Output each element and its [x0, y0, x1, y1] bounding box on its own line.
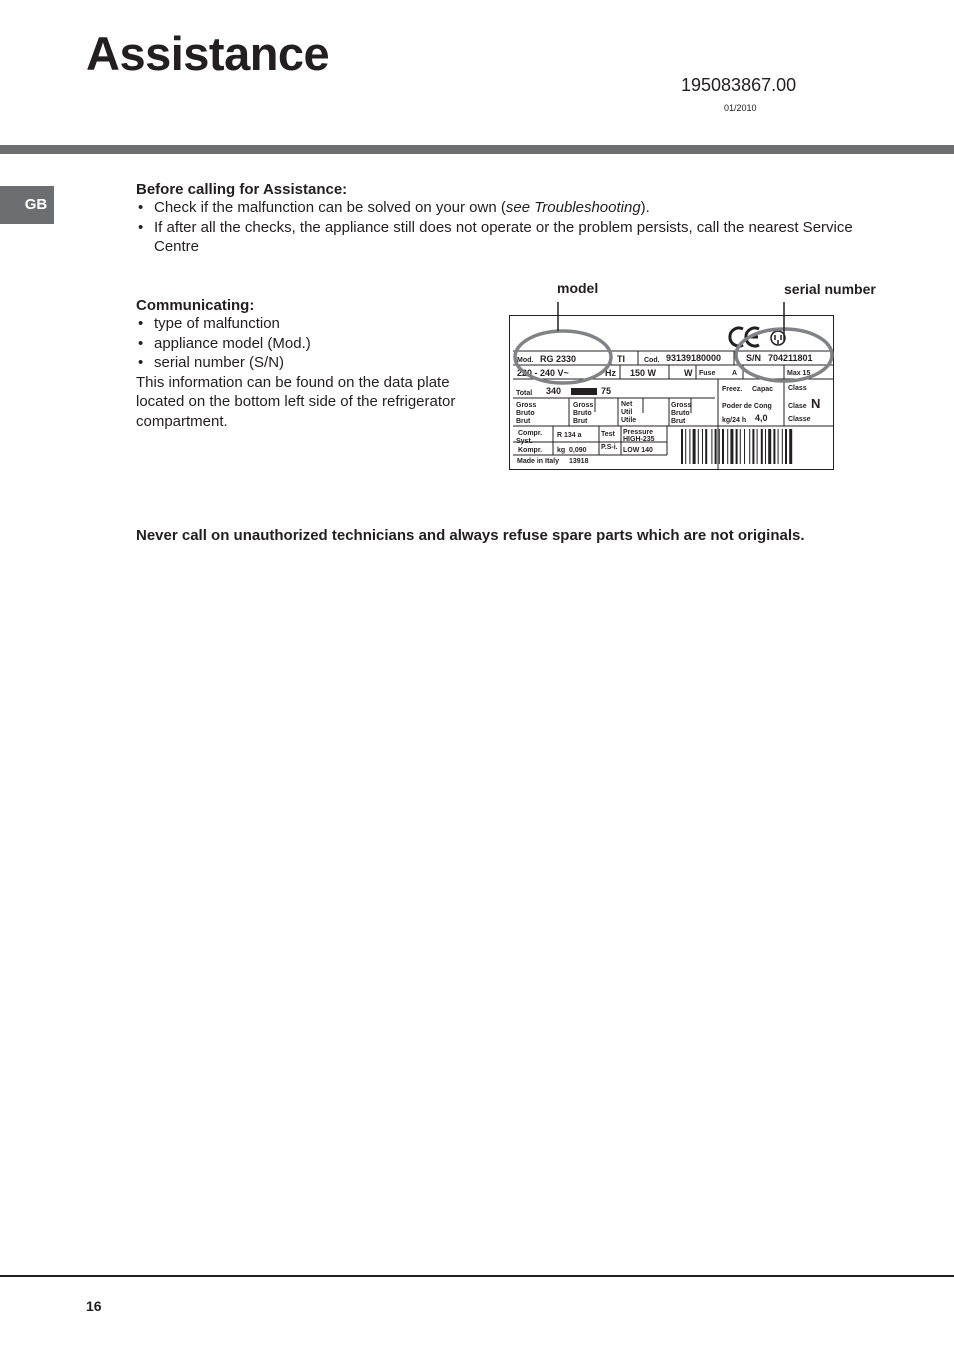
barcode-bar [711, 429, 712, 464]
col3-line1: Net [621, 401, 633, 408]
voltage-value: 220 - 240 V~ [517, 368, 569, 378]
total-label: Total [516, 390, 533, 397]
barcode-bar [773, 429, 775, 464]
poder-label: Poder de Cong [722, 403, 772, 410]
list-item: • serial number (S/N) [136, 353, 456, 373]
barcode-bar [689, 429, 690, 464]
barcode-bar [749, 429, 750, 464]
pressure-high-value: HIGH-235 [623, 436, 655, 443]
barcode-bar [765, 429, 766, 464]
amp-label: A [732, 370, 738, 377]
document-code: 195083867.00 [681, 75, 797, 95]
sn-label: S/N [746, 353, 762, 363]
col2-line1: Gross [573, 402, 594, 409]
test-label: Test [601, 431, 615, 438]
barcode-bar [727, 429, 728, 464]
barcode-bar [768, 429, 771, 464]
list-item: • type of malfunction [136, 314, 456, 334]
psi-label: P.S-i. [601, 444, 618, 451]
barcode-bar [778, 429, 779, 464]
max-value: Max 15 [787, 370, 811, 377]
model-value: RG 2330 [540, 354, 577, 364]
freez-label: Freez. [722, 386, 743, 393]
barcode-bar [730, 429, 733, 464]
barcode-bar [740, 429, 741, 464]
list-item: • appliance model (Mod.) [136, 334, 456, 354]
col3-line2: Util [621, 409, 633, 416]
compr-line2: Syst. [516, 438, 533, 445]
cod-label: Cod. [644, 357, 660, 364]
warning-text: Never call on unauthorized technicians and always refuse spare parts which are not originals. [136, 527, 805, 544]
clase-label: Clase [788, 403, 807, 410]
col1-line2: Bruto [516, 410, 535, 417]
barcode-bar [757, 429, 758, 464]
class-label: Class [788, 385, 807, 392]
made-code-value: 13918 [569, 458, 589, 465]
col2-line3: Brut [573, 418, 588, 425]
barcode-bar [719, 429, 720, 464]
compr-line1: Compr. [518, 430, 543, 437]
climate-class-value: N [811, 396, 821, 411]
barcode-bar [705, 429, 707, 464]
pressure-low-value: LOW 140 [623, 447, 653, 454]
col4-line1: Gross [671, 402, 692, 409]
star-value: 75 [601, 386, 612, 396]
bullet1-text: Check if the malfunction can be solved on your own ( [154, 199, 506, 216]
col3-line3: Utile [621, 417, 637, 424]
before-calling-section [136, 181, 896, 257]
communicating-heading: Communicating: [136, 297, 255, 314]
barcode-bar [715, 429, 717, 464]
language-tab: GB [0, 186, 54, 224]
page-title: Assistance [86, 27, 330, 80]
refrigerant-value: R 134 a [557, 432, 582, 439]
pressure-label: Pressure [623, 429, 653, 436]
kg24-label: kg/24 h [722, 417, 747, 424]
before-calling-heading: Before calling for Assistance: [136, 181, 348, 198]
barcode-bar [752, 429, 754, 464]
header-divider-bar [0, 145, 954, 154]
col1-line3: Brut [516, 418, 531, 425]
troubleshooting-reference: see Troubleshooting [505, 199, 641, 216]
document-date: 01/2010 [724, 103, 757, 113]
barcode-bar [782, 429, 783, 464]
barcode-bar [722, 429, 724, 464]
barcode-bar [761, 429, 763, 464]
refrigerant-charge-value: 0,090 [569, 447, 587, 454]
barcode-bar [693, 429, 696, 464]
list-item [136, 198, 896, 218]
ti-value: TI [617, 354, 625, 364]
barcode-bar [698, 429, 699, 464]
total-value: 340 [546, 386, 562, 396]
watt-value: 150 W [630, 368, 657, 378]
barcode-bar [681, 429, 683, 464]
barcode-bar [785, 429, 787, 464]
capac-label: Capac [752, 386, 774, 393]
barcode-bar [744, 429, 745, 464]
footer-rule [0, 1275, 954, 1277]
cod-value: 93139180000 [666, 353, 722, 363]
classe-label: Classe [788, 416, 811, 423]
before-calling-list [136, 198, 896, 257]
barcode-bar [789, 429, 792, 464]
fuse-label: Fuse [699, 370, 716, 377]
model-callout-label: model [557, 280, 599, 296]
w-label: W [684, 368, 693, 378]
col4-line3: Brut [671, 418, 686, 425]
data-plate-illustration [505, 300, 840, 475]
star-rating-icon [571, 388, 597, 395]
data-plate-location-text: This information can be found on the data plate located on the bottom left side of the refrigerator compartment. [136, 373, 456, 430]
communicating-section [136, 297, 456, 431]
serial-value: 704211801 [768, 353, 813, 363]
compr-line3: Kompr. [518, 447, 543, 454]
communicating-list [136, 314, 456, 373]
barcode-bar [736, 429, 738, 464]
col2-line2: Bruto [573, 410, 592, 417]
mod-label: Mod. [517, 357, 534, 364]
bullet1-suffix: ). [640, 199, 650, 216]
page-number: 16 [86, 1298, 102, 1314]
list-item: • If after all the checks, the appliance still does not operate or the problem persists, call the nearest Service Centre [136, 218, 896, 257]
hz-label: Hz [605, 368, 616, 378]
col4-line2: Bruto [671, 410, 690, 417]
col1-line1: Gross [516, 402, 537, 409]
barcode-bar [702, 429, 703, 464]
kg-label: kg [557, 447, 566, 454]
serial-number-callout-label: serial number [784, 281, 876, 297]
freezing-capacity-value: 4,0 [755, 413, 768, 423]
barcode-bar [685, 429, 686, 464]
made-in-label: Made in Italy [517, 458, 560, 465]
